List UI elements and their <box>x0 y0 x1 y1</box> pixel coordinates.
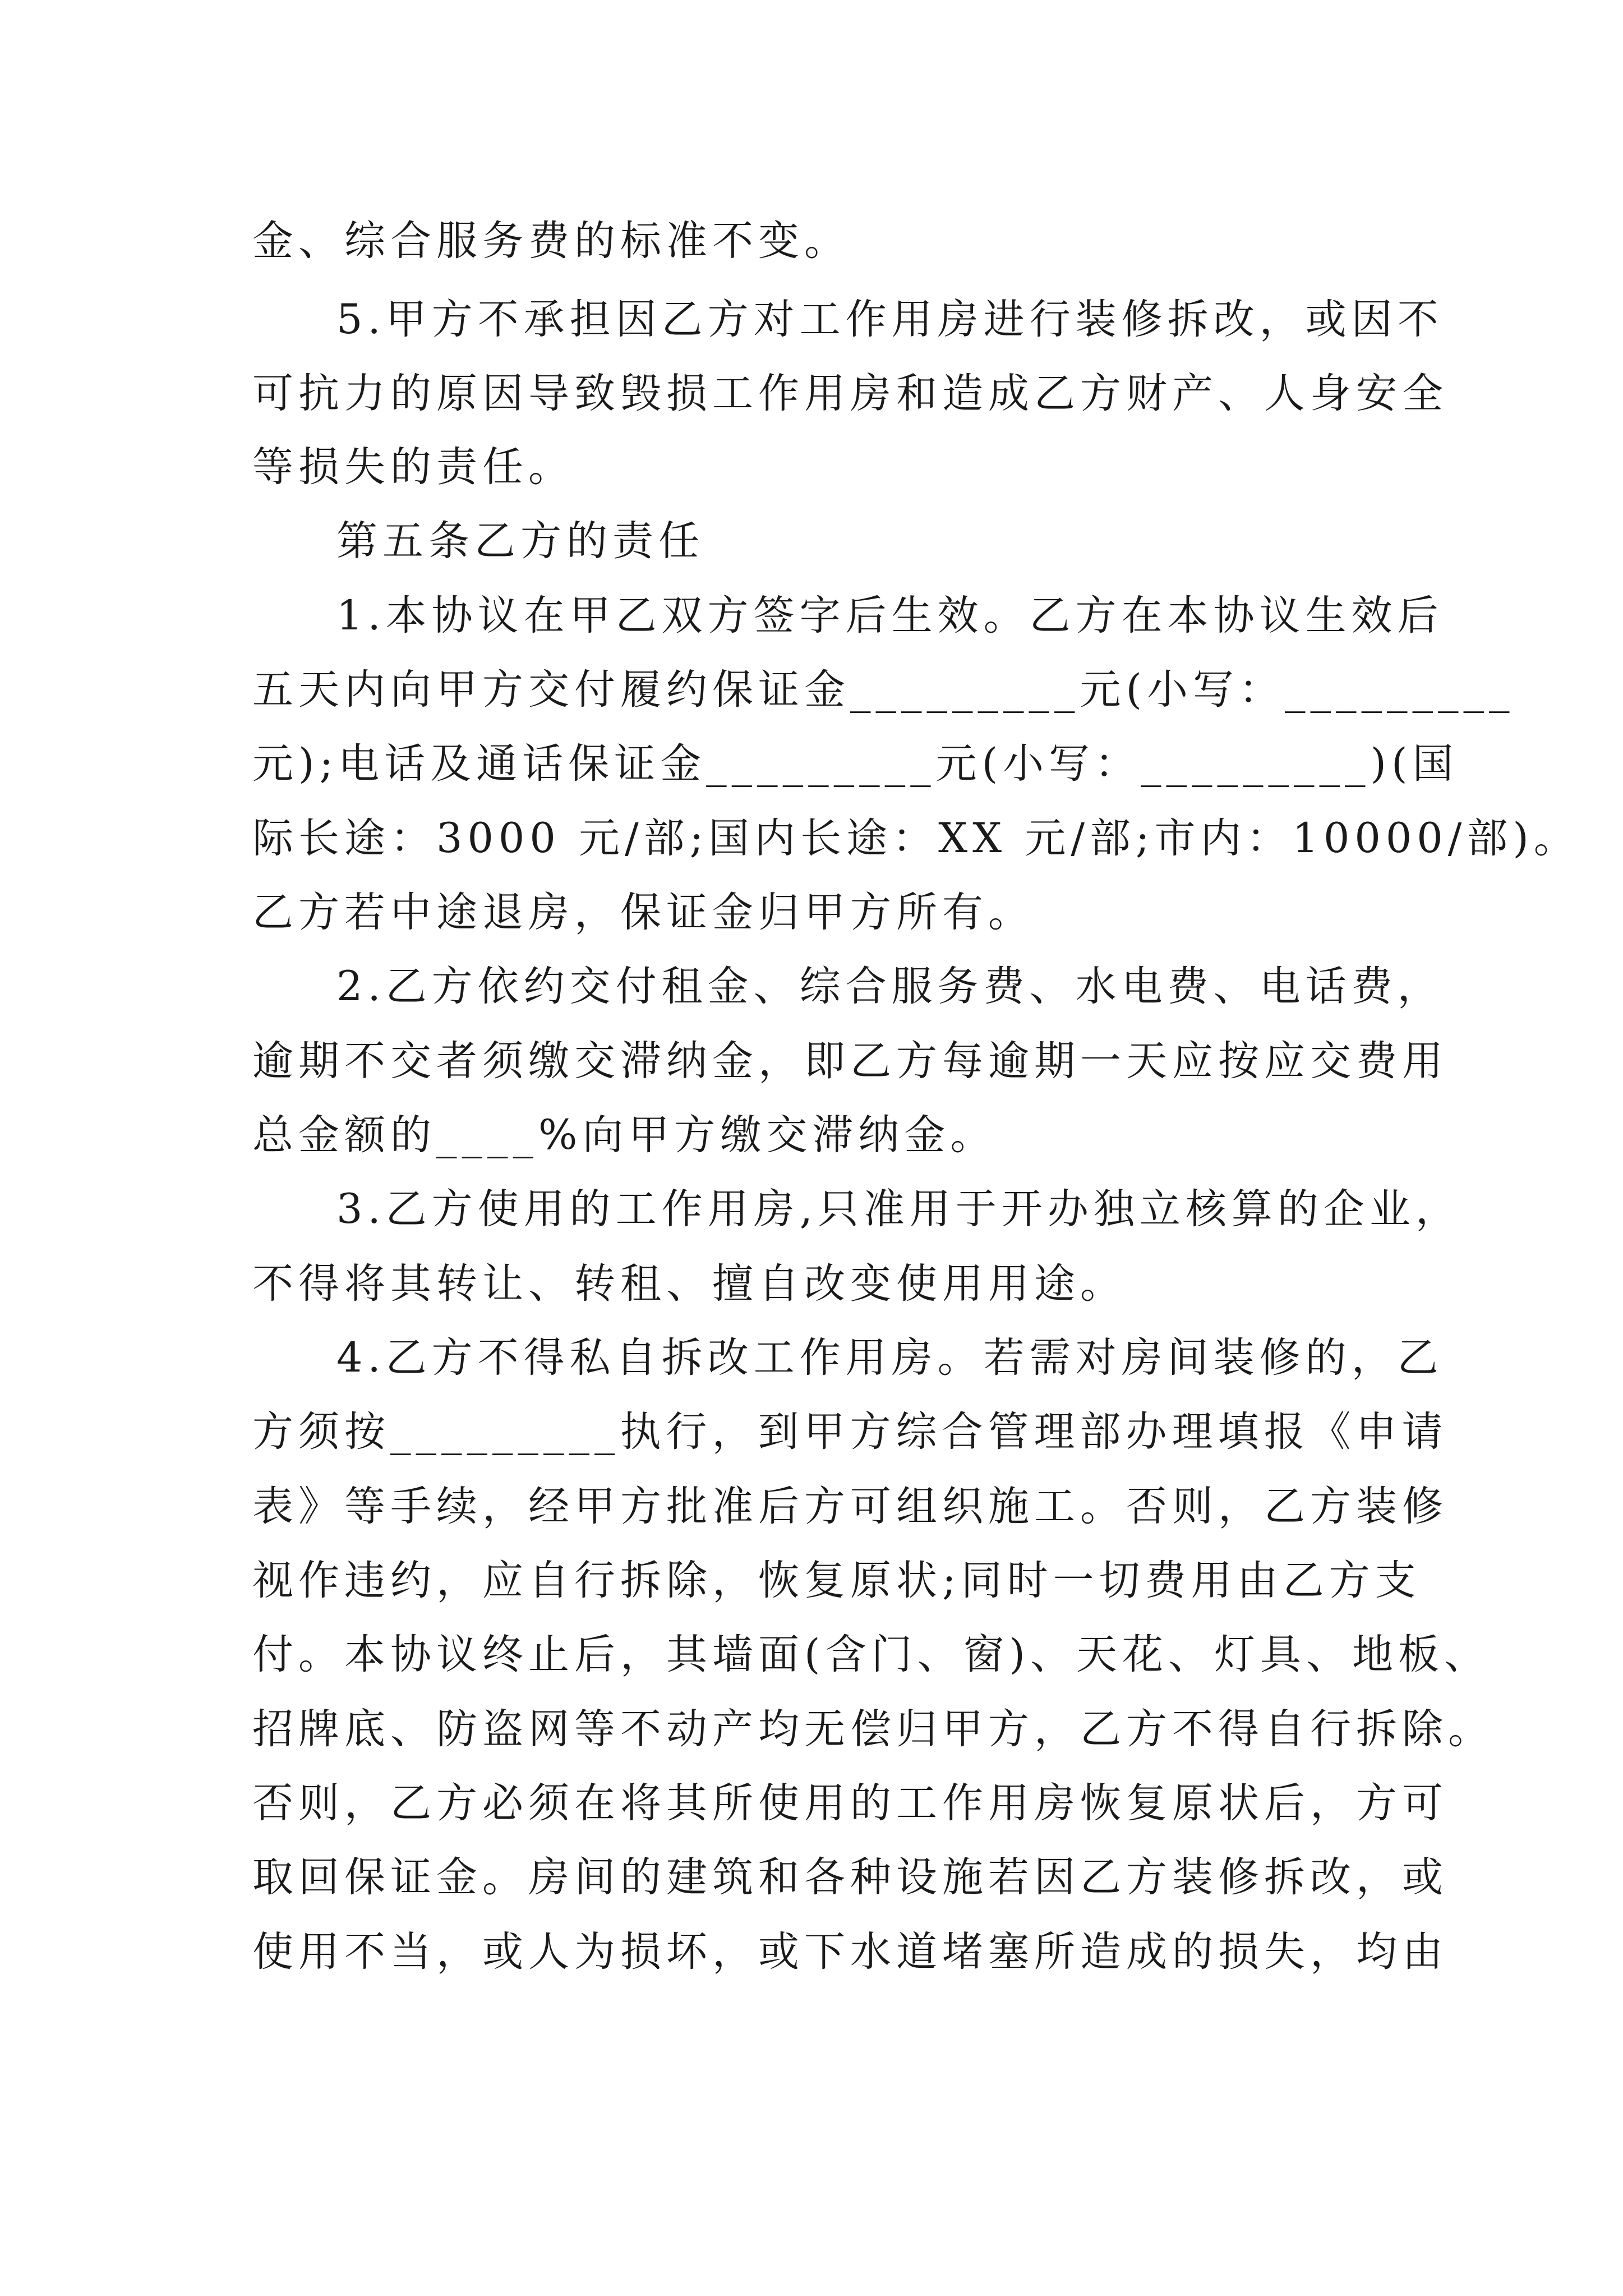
clause-4-line: 4.乙方不得私自拆改工作用房。若需对房间装修的，乙 <box>336 1334 1444 1382</box>
clause-5-line: 5.甲方不承担因乙方对工作用房进行装修拆改，或因不 <box>336 296 1444 343</box>
text-line: 五天内向甲方交付履约保证金_________元(小写：_________ <box>252 666 1515 714</box>
text-line: 表》等手续，经甲方批准后方可组织施工。否则，乙方装修 <box>252 1483 1448 1530</box>
clause-3-line: 3.乙方使用的工作用房,只准用于开办独立核算的企业， <box>336 1185 1461 1233</box>
text-line: 取回保证金。房间的建筑和各种设施若因乙方装修拆改，或 <box>252 1853 1448 1901</box>
text-line: 元);电话及通话保证金_________元(小写：_________)(国 <box>252 740 1459 788</box>
text-line: 使用不当，或人为损坏，或下水道堵塞所造成的损失，均由 <box>252 1928 1448 1976</box>
text-line: 逾期不交者须缴交滞纳金，即乙方每逾期一天应按应交费用 <box>252 1037 1448 1085</box>
text-line: 招牌底、防盗网等不动产均无偿归甲方，乙方不得自行拆除。 <box>252 1705 1494 1753</box>
text-line: 可抗力的原因导致毁损工作用房和造成乙方财产、人身安全 <box>252 370 1448 417</box>
text-line: 否则，乙方必须在将其所使用的工作用房恢复原状后，方可 <box>252 1779 1448 1827</box>
text-line: 付。本协议终止后，其墙面(含门、窗)、天花、灯具、地板、 <box>252 1631 1490 1678</box>
text-line: 视作违约，应自行拆除，恢复原状;同时一切费用由乙方支 <box>252 1557 1421 1604</box>
text-line: 等损失的责任。 <box>252 443 574 491</box>
section-heading: 第五条乙方的责任 <box>336 517 704 565</box>
text-line: 金、综合服务费的标准不变。 <box>252 217 850 265</box>
clause-2-line: 2.乙方依约交付租金、综合服务费、水电费、电话费， <box>336 963 1444 1010</box>
text-line: 乙方若中途退房，保证金归甲方所有。 <box>252 889 1034 936</box>
text-line: 不得将其转让、转租、擅自改变使用用途。 <box>252 1260 1126 1308</box>
text-line: 方须按_________执行，到甲方综合管理部办理填报《申请 <box>252 1408 1448 1456</box>
clause-1-line: 1.本协议在甲乙双方签字后生效。乙方在本协议生效后 <box>336 592 1444 639</box>
text-line: 际长途：3000 元/部;国内长途：XX 元/部;市内：10000/部)。 <box>252 815 1580 862</box>
text-line: 总金额的____%向甲方缴交滞纳金。 <box>252 1111 997 1159</box>
